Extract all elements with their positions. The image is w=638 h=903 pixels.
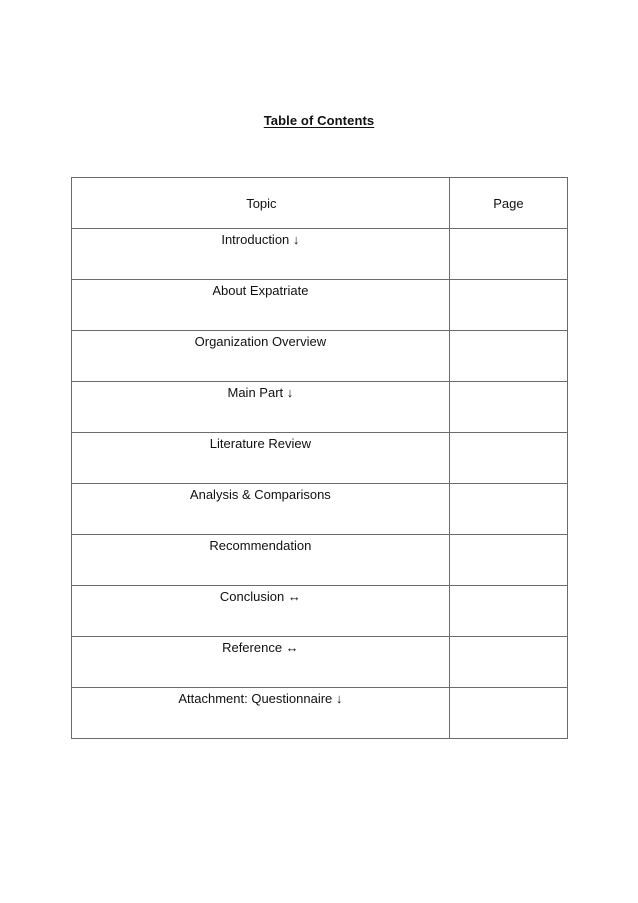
topic-label: Introduction ↓: [221, 232, 300, 247]
topic-label: Reference ↔: [222, 640, 299, 655]
page-title: Table of Contents: [263, 113, 375, 128]
topic-column-header: Topic: [72, 178, 450, 229]
table-row: [72, 535, 568, 586]
page-cell: [449, 688, 567, 739]
page-column-header: Page: [449, 178, 567, 229]
topic-cell: [72, 688, 450, 739]
page-cell: [449, 535, 567, 586]
topic-cell: [72, 484, 450, 535]
table-header-row: [72, 178, 568, 229]
topic-cell: [72, 586, 450, 637]
page-cell: [449, 382, 567, 433]
topic-cell: [72, 433, 450, 484]
table-of-contents: [71, 177, 568, 739]
table-row: [72, 280, 568, 331]
topic-cell: [72, 229, 450, 280]
table-row: [72, 586, 568, 637]
page-cell: [449, 280, 567, 331]
table-row: [72, 637, 568, 688]
page-cell: [449, 229, 567, 280]
topic-label: Attachment: Questionnaire ↓: [178, 691, 343, 706]
table-row: [72, 433, 568, 484]
topic-cell: [72, 535, 450, 586]
topic-label: Literature Review: [209, 436, 311, 451]
topic-label: Recommendation: [209, 538, 312, 553]
topic-label: Organization Overview: [194, 334, 327, 349]
page-cell: [449, 331, 567, 382]
topic-label: Conclusion ↔: [219, 589, 301, 604]
topic-label: Analysis & Comparisons: [189, 487, 331, 502]
page-cell: [449, 586, 567, 637]
page-cell: [449, 637, 567, 688]
topic-cell: [72, 382, 450, 433]
topic-cell: [72, 280, 450, 331]
page-cell: [449, 484, 567, 535]
page-cell: [449, 433, 567, 484]
table-row: [72, 688, 568, 739]
topic-cell: [72, 637, 450, 688]
table-row: [72, 484, 568, 535]
topic-label: About Expatriate: [212, 283, 309, 298]
topic-label: Main Part ↓: [227, 385, 294, 400]
topic-cell: [72, 331, 450, 382]
table-row: [72, 229, 568, 280]
table-row: [72, 382, 568, 433]
table-row: [72, 331, 568, 382]
